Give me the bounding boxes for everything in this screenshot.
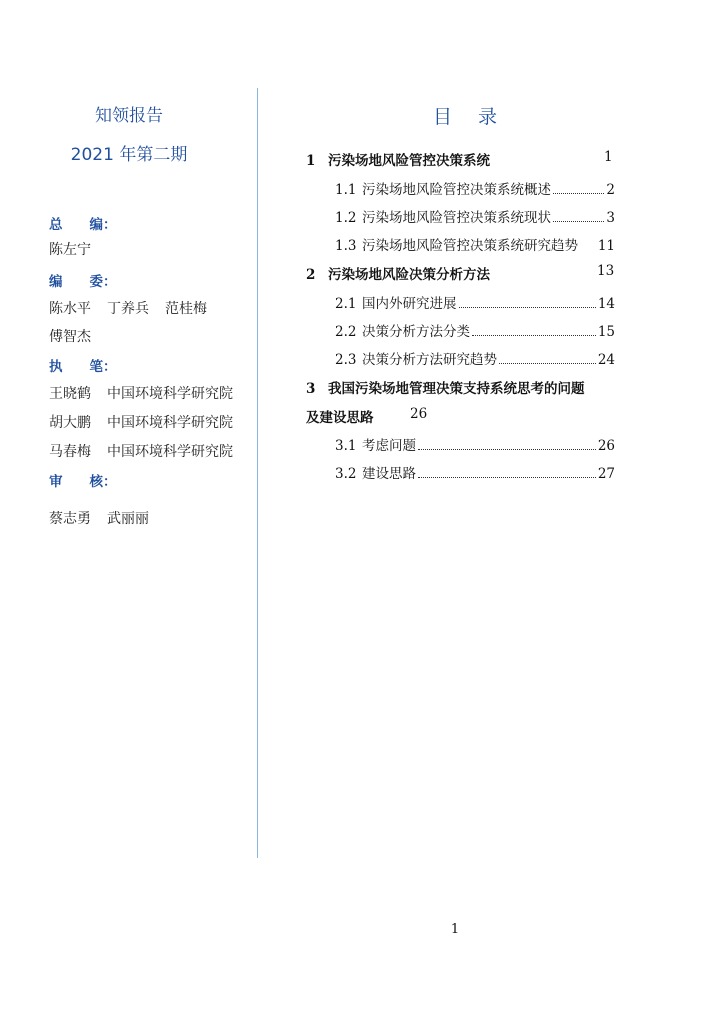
editors-line-1 bbox=[49, 298, 207, 318]
report-name: 知领报告 bbox=[95, 106, 163, 126]
writer-name: 马春梅 bbox=[49, 444, 91, 460]
toc-entry-2-3[interactable] bbox=[335, 348, 615, 368]
toc-number: 1.3 bbox=[335, 238, 357, 254]
toc-entry-1-2[interactable] bbox=[335, 206, 615, 226]
toc-leader bbox=[418, 477, 596, 478]
toc-page: 2 bbox=[606, 182, 615, 198]
toc-entry-2-2[interactable] bbox=[335, 320, 615, 340]
chief-editor-name: 陈左宁 bbox=[49, 242, 91, 258]
toc-text: 污染场地风险管控决策系统研究趋势 bbox=[362, 238, 578, 254]
writers-label: 执 笔： bbox=[49, 359, 117, 375]
toc-entry-3[interactable] bbox=[306, 377, 585, 397]
toc-text: 污染场地风险管控决策系统概述 bbox=[362, 182, 551, 198]
toc-number: 3.1 bbox=[335, 438, 357, 454]
toc-leader bbox=[553, 221, 604, 222]
toc-number: 2.3 bbox=[335, 352, 357, 368]
editors-line-2: 傅智杰 bbox=[49, 329, 91, 345]
reviewer-name: 蔡志勇 bbox=[49, 511, 91, 527]
writer-row bbox=[49, 412, 233, 432]
toc-number: 1.2 bbox=[335, 210, 357, 226]
toc-entry-1-3[interactable] bbox=[335, 234, 615, 254]
toc-number: 2 bbox=[306, 267, 316, 283]
writer-row bbox=[49, 383, 233, 403]
toc-leader bbox=[418, 449, 596, 450]
reviewer-name: 武丽丽 bbox=[107, 511, 149, 527]
toc-leader bbox=[459, 307, 596, 308]
toc-page: 27 bbox=[597, 466, 615, 482]
writer-org: 中国环境科学研究院 bbox=[107, 386, 233, 402]
toc-entry-3-2[interactable] bbox=[335, 462, 615, 482]
toc-text: 污染场地风险管控决策系统现状 bbox=[362, 210, 551, 226]
toc-text: 污染场地风险决策分析方法 bbox=[328, 267, 490, 283]
issue-label: 2021 年第二期 bbox=[70, 145, 188, 165]
toc-number: 1 bbox=[306, 153, 316, 169]
reviewers-label: 审 核： bbox=[49, 474, 117, 490]
toc-page: 24 bbox=[597, 352, 615, 368]
toc-leader bbox=[499, 363, 596, 364]
editors-label: 编 委： bbox=[49, 274, 117, 290]
toc-entry-1-1[interactable] bbox=[335, 178, 615, 198]
chief-editor-label: 总 编： bbox=[49, 217, 117, 233]
toc-number: 3.2 bbox=[335, 466, 357, 482]
writer-row bbox=[49, 441, 233, 461]
toc-text: 考虑问题 bbox=[362, 438, 416, 454]
toc-text: 决策分析方法分类 bbox=[362, 324, 470, 340]
toc-entry-3-1[interactable] bbox=[335, 434, 615, 454]
toc-page: 11 bbox=[597, 238, 615, 254]
editor-name: 丁养兵 bbox=[107, 301, 149, 317]
writer-org: 中国环境科学研究院 bbox=[107, 415, 233, 431]
toc-text: 我国污染场地管理决策支持系统思考的问题 bbox=[328, 381, 585, 397]
toc-number: 1.1 bbox=[335, 182, 357, 198]
toc-page: 26 bbox=[410, 406, 428, 422]
toc-text: 污染场地风险管控决策系统 bbox=[328, 153, 490, 169]
toc-title: 目 录 bbox=[433, 106, 508, 128]
toc-leader bbox=[472, 335, 596, 336]
toc-text: 决策分析方法研究趋势 bbox=[362, 352, 497, 368]
toc-leader bbox=[553, 193, 604, 194]
editor-name: 范桂梅 bbox=[165, 301, 207, 317]
reviewers-row bbox=[49, 508, 149, 528]
toc-page: 14 bbox=[597, 296, 615, 312]
toc-page: 3 bbox=[606, 210, 615, 226]
toc-text-cont: 及建设思路 bbox=[306, 410, 374, 426]
toc-entry-3-cont[interactable] bbox=[306, 406, 374, 426]
toc-page: 26 bbox=[597, 438, 615, 454]
toc-page: 1 bbox=[604, 149, 613, 165]
toc-entry-1[interactable] bbox=[306, 149, 490, 169]
toc-entry-2[interactable] bbox=[306, 263, 490, 283]
toc-text: 建设思路 bbox=[362, 466, 416, 482]
column-divider bbox=[257, 88, 258, 858]
writer-name: 胡大鹏 bbox=[49, 415, 91, 431]
toc-number: 2.2 bbox=[335, 324, 357, 340]
toc-text: 国内外研究进展 bbox=[362, 296, 457, 312]
toc-page: 13 bbox=[597, 263, 615, 279]
toc-number: 2.1 bbox=[335, 296, 357, 312]
page-number: 1 bbox=[450, 922, 460, 937]
editor-name: 陈水平 bbox=[49, 301, 91, 317]
writer-name: 王晓鹤 bbox=[49, 386, 91, 402]
toc-entry-2-1[interactable] bbox=[335, 292, 615, 312]
toc-number: 3 bbox=[306, 381, 316, 397]
writer-org: 中国环境科学研究院 bbox=[107, 444, 233, 460]
toc-page: 15 bbox=[597, 324, 615, 340]
